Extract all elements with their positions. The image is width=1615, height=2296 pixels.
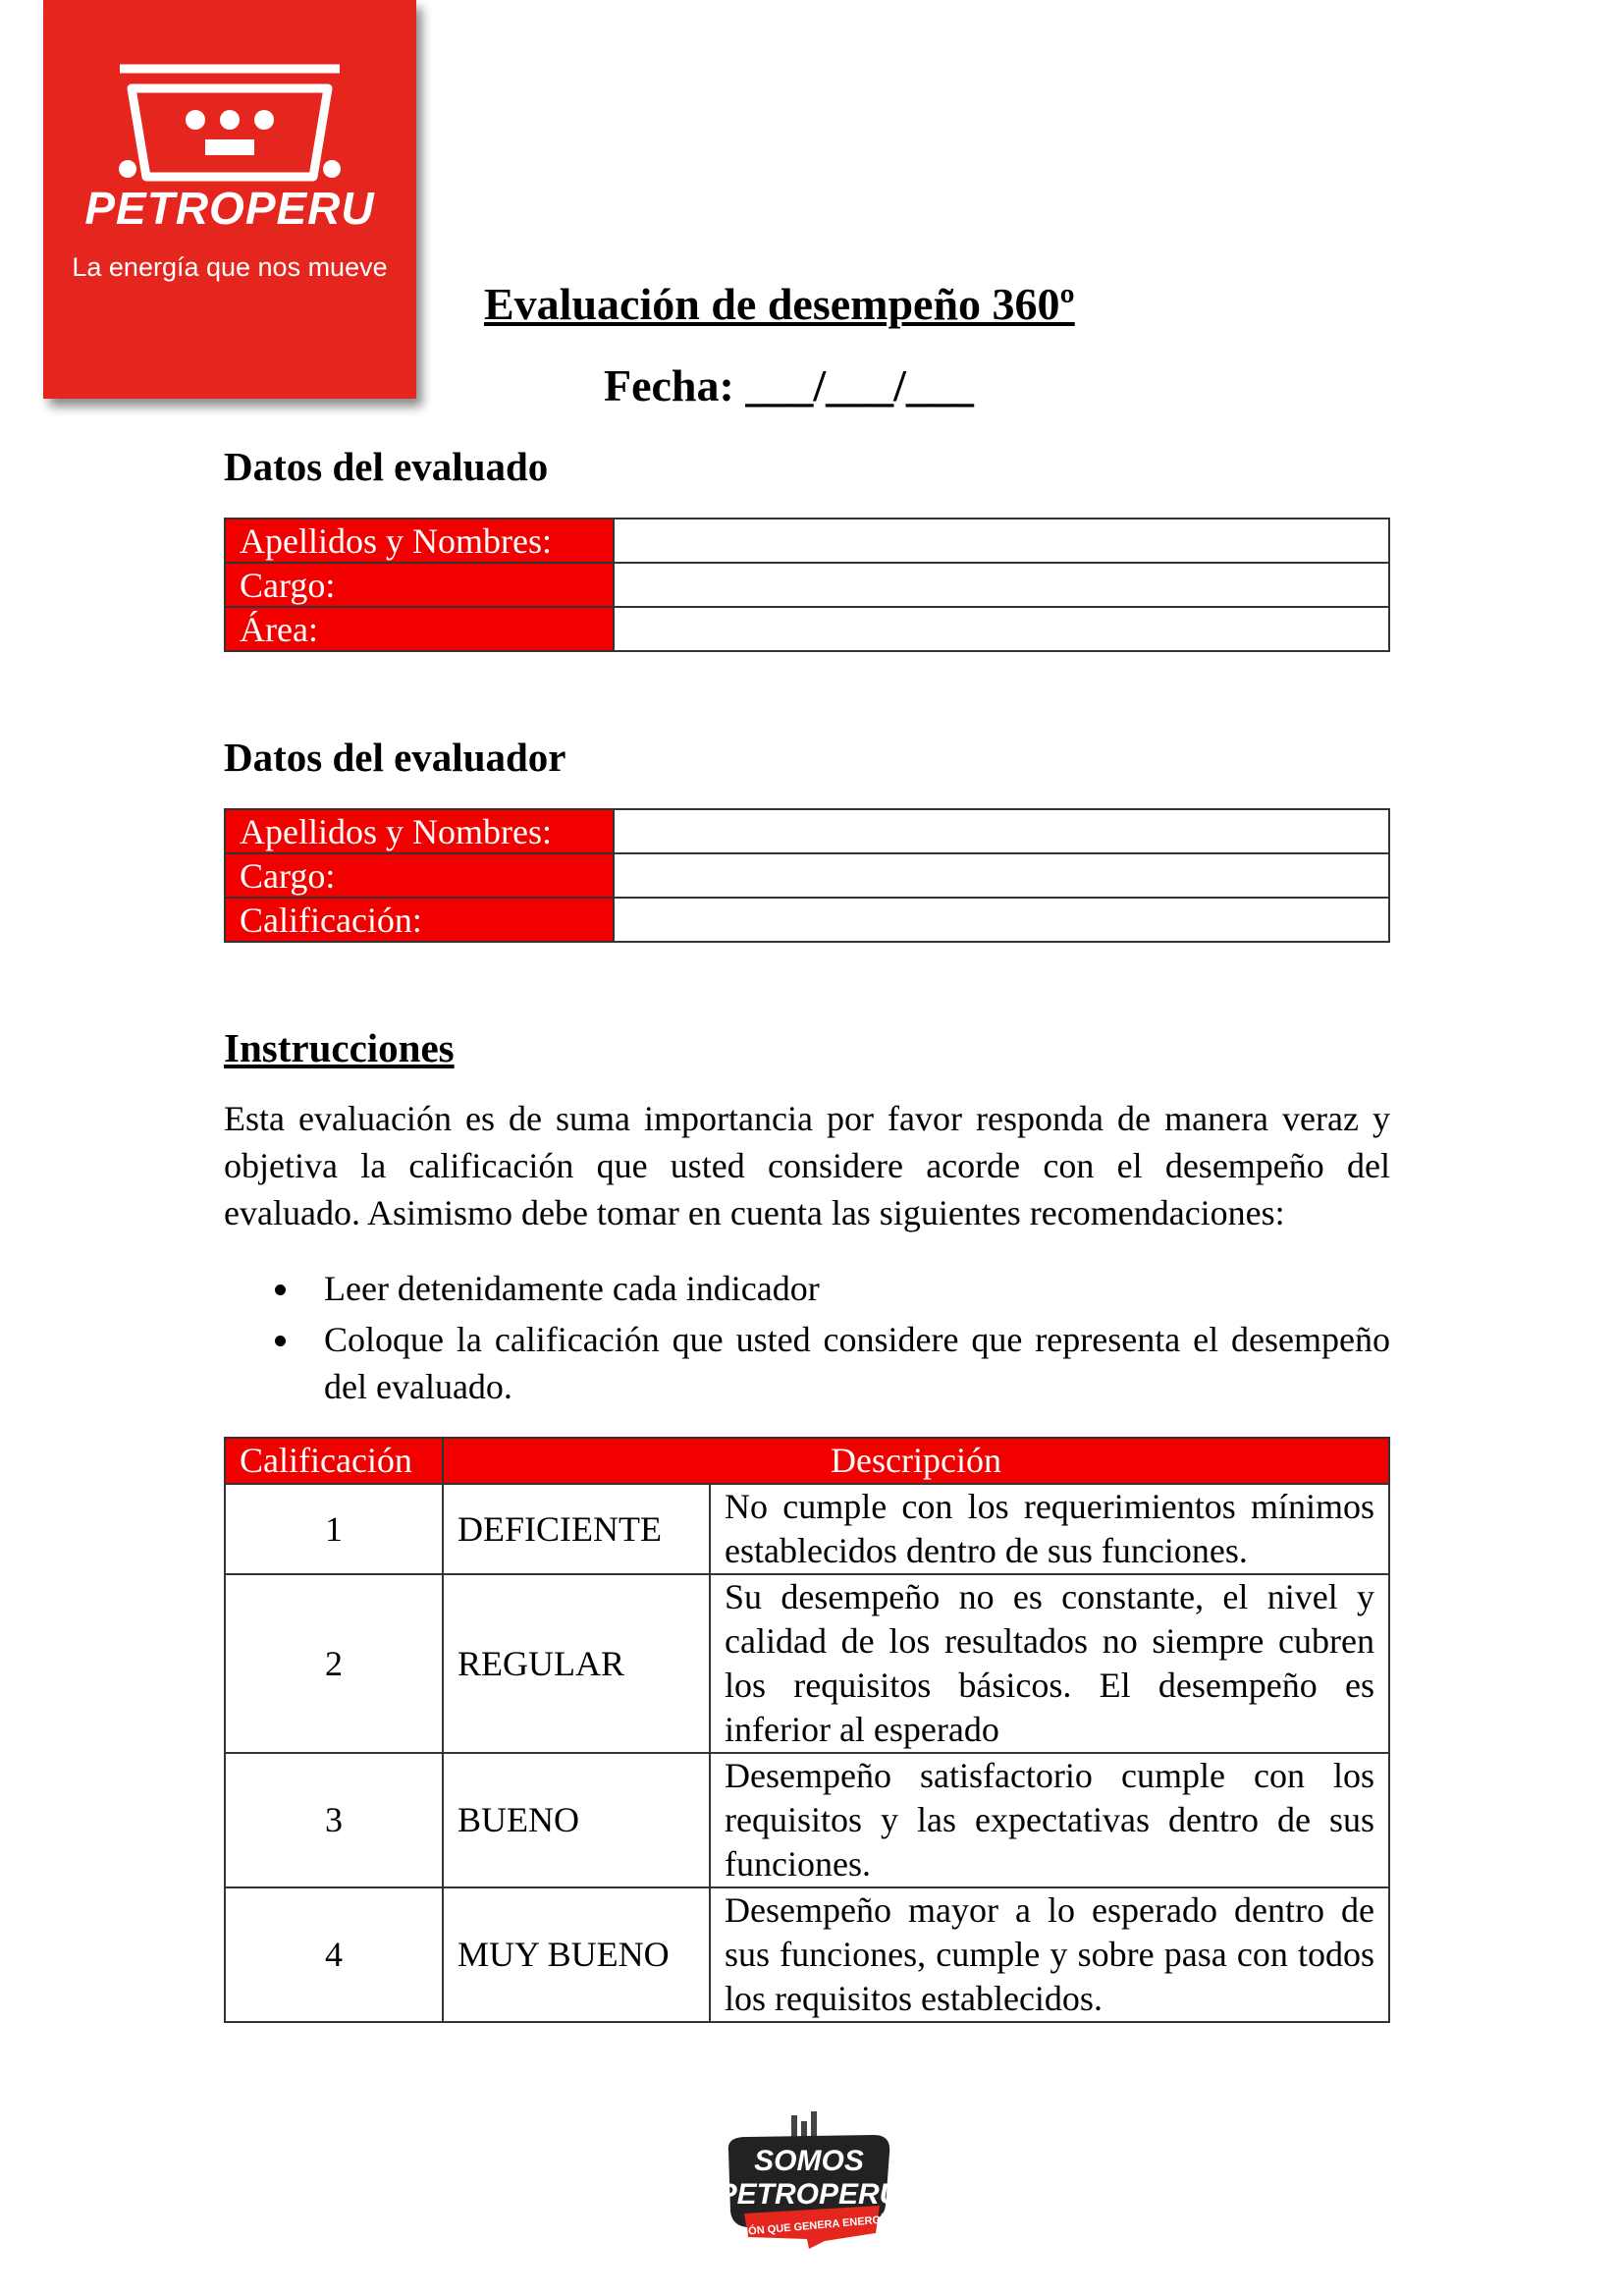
evaluado-table (224, 518, 1390, 652)
evaluado-heading: Datos del evaluado (224, 444, 549, 489)
list-item: Leer detenidamente cada indicador (224, 1265, 1390, 1312)
rating-number: 1 (225, 1484, 443, 1574)
table-row (225, 607, 1389, 651)
rating-category: REGULAR (443, 1574, 710, 1753)
brand-logo (43, 0, 416, 399)
table-row (225, 898, 1389, 942)
evaluador-value-field[interactable] (614, 853, 1389, 898)
evaluado-value-field[interactable] (614, 519, 1389, 563)
table-row (225, 519, 1389, 563)
footer-tagline: UNIÓN QUE GENERA ENERGÍA (728, 2213, 892, 2240)
instructions-heading: Instrucciones (224, 1025, 455, 1070)
refinery-icon (791, 2111, 817, 2137)
evaluador-heading: Datos del evaluador (224, 735, 566, 780)
rating-number: 4 (225, 1887, 443, 2022)
rating-description: Desempeño mayor a lo esperado dentro de sus funciones, cumple y sobre pasa con todos los requisitos establecidos. (710, 1887, 1389, 2022)
table-row (225, 1887, 1389, 2022)
petroperu-text: PETROPERÚ (717, 2178, 901, 2211)
somos-text: SOMOS (754, 2145, 864, 2177)
table-row (225, 1574, 1389, 1753)
logo-name: PETROPERU (84, 183, 375, 234)
rating-scale-table (224, 1437, 1390, 2023)
evaluado-label: Apellidos y Nombres: (225, 519, 614, 563)
evaluado-label: Área: (225, 607, 614, 651)
rating-number: 3 (225, 1753, 443, 1887)
instructions-paragraph: Esta evaluación es de suma importancia por favor responda de manera veraz y objetiva la calificación que usted considere acorde con el desempeño del evaluado. Asimismo debe tomar en cuenta las siguientes recomendaciones: (224, 1099, 1390, 1232)
logo-tagline: La energía que nos mueve (72, 252, 388, 282)
bullet-icon (275, 1285, 286, 1295)
evaluado-label: Cargo: (225, 563, 614, 607)
rating-description: No cumple con los requerimientos mínimos establecidos dentro de sus funciones. (710, 1484, 1389, 1574)
list-item: Coloque la calificación que usted considere que representa el desempeño del evaluado. (224, 1316, 1390, 1410)
evaluador-label: Apellidos y Nombres: (225, 809, 614, 853)
evaluador-label: Cargo: (225, 853, 614, 898)
table-row (225, 853, 1389, 898)
evaluador-value-field[interactable] (614, 809, 1389, 853)
header-descripcion: Descripción (443, 1438, 1389, 1484)
rating-description: Desempeño satisfactorio cumple con los requisitos y las expectativas dentro de sus funciones. (710, 1753, 1389, 1887)
evaluado-value-field[interactable] (614, 563, 1389, 607)
table-row (225, 1484, 1389, 1574)
bullet-icon (275, 1336, 286, 1346)
rating-category: DEFICIENTE (443, 1484, 710, 1574)
table-row (225, 809, 1389, 853)
evaluador-table (224, 808, 1390, 943)
rating-description: Su desempeño no es constante, el nivel y calidad de los resultados no siempre cubren los requisitos básicos. El desempeño es inferior al esperado (710, 1574, 1389, 1753)
petroperu-emblem-icon (112, 59, 348, 187)
rating-number: 2 (225, 1574, 443, 1753)
rating-category: BUENO (443, 1753, 710, 1887)
somos-petroperu-logo (707, 2111, 903, 2249)
header-calificacion: Calificación (225, 1438, 443, 1484)
page-title: Evaluación de desempeño 360º (484, 279, 1075, 329)
table-row (225, 563, 1389, 607)
table-row (225, 1753, 1389, 1887)
rating-category: MUY BUENO (443, 1887, 710, 2022)
date-line: Fecha: ___/___/___ (604, 360, 974, 410)
instructions-list (224, 1265, 1390, 1414)
table-header-row (225, 1438, 1389, 1484)
evaluador-label: Calificación: (225, 898, 614, 942)
evaluador-value-field[interactable] (614, 898, 1389, 942)
evaluado-value-field[interactable] (614, 607, 1389, 651)
